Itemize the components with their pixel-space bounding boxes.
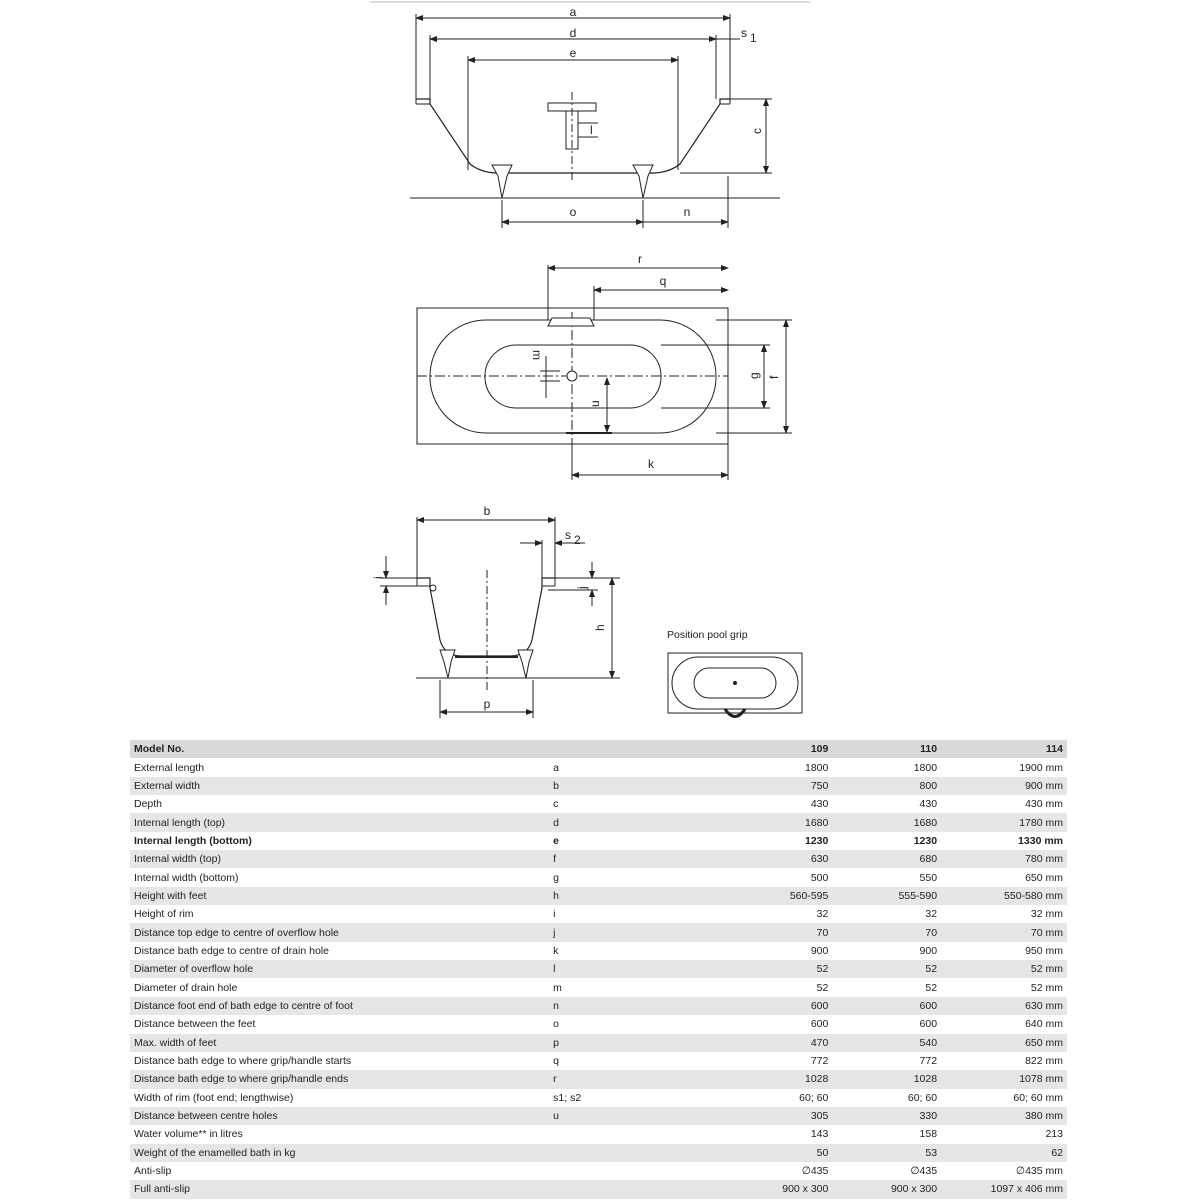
table-row bbox=[130, 960, 1067, 978]
row-value-109: 772 bbox=[810, 1055, 829, 1068]
table-row bbox=[130, 1107, 1067, 1125]
row-value-110: 32 bbox=[925, 908, 938, 921]
row-symbol: a bbox=[553, 761, 559, 774]
pool-grip-diagram bbox=[668, 653, 802, 717]
row-symbol: l bbox=[549, 960, 732, 978]
dim-label-m: m bbox=[530, 350, 544, 360]
row-value-114: 213 bbox=[1045, 1128, 1063, 1141]
dim-label-s1-sub: 1 bbox=[750, 31, 757, 45]
dim-label-g: g bbox=[747, 372, 761, 379]
table-row bbox=[130, 1125, 1067, 1143]
row-value-109: ∅435 bbox=[801, 1165, 829, 1178]
row-symbol: q bbox=[553, 1055, 559, 1068]
row-symbol: f bbox=[549, 850, 732, 868]
row-value-109: 1800 bbox=[805, 761, 829, 774]
table-row bbox=[130, 795, 1067, 813]
table-row bbox=[130, 887, 1067, 905]
row-value-114: 380 mm bbox=[941, 1107, 1067, 1125]
row-value-114: 1097 x 406 mm bbox=[941, 1180, 1067, 1198]
row-value-110: 1028 bbox=[832, 1070, 941, 1088]
row-value-114: 62 bbox=[941, 1144, 1067, 1162]
row-value-114: 822 mm bbox=[1025, 1055, 1063, 1068]
row-value-109: 70 bbox=[732, 923, 832, 941]
row-name: Distance bath edge to centre of drain hole bbox=[134, 944, 329, 957]
table-row bbox=[130, 850, 1067, 868]
row-symbol bbox=[549, 1162, 732, 1180]
row-value-110: 1230 bbox=[913, 834, 938, 847]
row-name: Anti-slip bbox=[134, 1165, 172, 1178]
row-name: Diameter of overflow hole bbox=[130, 960, 549, 978]
row-value-114: 900 mm bbox=[941, 777, 1067, 795]
row-symbol: p bbox=[549, 1034, 732, 1052]
row-value-110: 1800 bbox=[913, 761, 938, 774]
row-value-114: 1780 mm bbox=[941, 813, 1067, 831]
row-value-114: 650 mm bbox=[941, 1034, 1067, 1052]
header-model-110: 110 bbox=[832, 740, 941, 758]
row-value-110: 550 bbox=[919, 871, 938, 884]
row-symbol: n bbox=[549, 997, 732, 1015]
row-value-114: 550-580 mm bbox=[941, 887, 1067, 905]
row-value-109: 630 bbox=[732, 850, 832, 868]
row-symbol: u bbox=[549, 1107, 732, 1125]
row-name: Distance bath edge to where grip/handle starts bbox=[134, 1055, 352, 1068]
row-name: Depth bbox=[134, 798, 163, 811]
row-symbol: s1; s2 bbox=[553, 1091, 582, 1104]
row-symbol: o bbox=[553, 1018, 559, 1031]
row-symbol: c bbox=[553, 798, 559, 811]
dim-label-q: q bbox=[659, 274, 667, 288]
dim-label-i: i bbox=[371, 576, 385, 579]
table-row bbox=[130, 832, 1067, 850]
row-name: Distance foot end of bath edge to centre of foot bbox=[130, 997, 549, 1015]
row-name: Distance between centre holes bbox=[130, 1107, 549, 1125]
row-value-114: 70 mm bbox=[941, 923, 1067, 941]
dim-label-c: c bbox=[750, 128, 764, 134]
row-value-109: 1230 bbox=[805, 834, 829, 847]
dim-label-j: j bbox=[575, 586, 589, 589]
table-row bbox=[130, 758, 1067, 776]
table-row bbox=[130, 1162, 1067, 1180]
table-row bbox=[130, 905, 1067, 923]
row-value-110: 430 bbox=[919, 798, 938, 811]
table-row bbox=[130, 1089, 1067, 1107]
dim-label-l: l bbox=[590, 123, 593, 137]
dim-label-f: f bbox=[767, 375, 781, 379]
table-row bbox=[130, 1144, 1067, 1162]
row-value-110: 330 bbox=[832, 1107, 941, 1125]
row-symbol: k bbox=[553, 944, 559, 957]
table-row bbox=[130, 868, 1067, 886]
dim-label-h: h bbox=[593, 624, 607, 631]
row-value-114: 32 mm bbox=[1030, 908, 1063, 921]
header-model-label: Model No. bbox=[130, 740, 549, 758]
dim-label-s2: s bbox=[565, 528, 571, 542]
header-symbol bbox=[549, 740, 732, 758]
row-symbol: j bbox=[549, 923, 732, 941]
row-value-114: 430 mm bbox=[1025, 798, 1063, 811]
row-value-109: 900 bbox=[810, 944, 829, 957]
row-name: Weight of the enamelled bath in kg bbox=[130, 1144, 549, 1162]
row-value-110: 680 bbox=[832, 850, 941, 868]
row-value-110: 600 bbox=[919, 1018, 938, 1031]
table-row bbox=[130, 813, 1067, 831]
specification-table bbox=[130, 740, 1067, 1199]
table-row bbox=[130, 997, 1067, 1015]
row-value-114: ∅435 mm bbox=[1015, 1165, 1063, 1178]
row-value-114: 780 mm bbox=[941, 850, 1067, 868]
row-value-110: 60; 60 bbox=[907, 1091, 938, 1104]
header-model-114: 114 bbox=[941, 740, 1067, 758]
row-symbol bbox=[549, 1144, 732, 1162]
row-symbol: m bbox=[553, 981, 562, 994]
dim-label-a: a bbox=[569, 5, 577, 19]
table-row bbox=[130, 1015, 1067, 1033]
row-value-110: 600 bbox=[832, 997, 941, 1015]
row-value-110: 772 bbox=[919, 1055, 938, 1068]
row-symbol: r bbox=[549, 1070, 732, 1088]
row-symbol: b bbox=[549, 777, 732, 795]
row-value-109: 1680 bbox=[732, 813, 832, 831]
row-symbol: d bbox=[549, 813, 732, 831]
row-value-110: 900 x 300 bbox=[832, 1180, 941, 1198]
row-value-109: 52 bbox=[816, 981, 829, 994]
table-row bbox=[130, 923, 1067, 941]
row-value-109: 50 bbox=[732, 1144, 832, 1162]
row-value-114: 650 mm bbox=[1025, 871, 1063, 884]
dim-label-u: u bbox=[588, 400, 602, 407]
end-view bbox=[380, 517, 620, 718]
dim-label-b: b bbox=[483, 504, 491, 518]
row-value-109: 430 bbox=[810, 798, 829, 811]
row-value-110: 53 bbox=[832, 1144, 941, 1162]
row-symbol bbox=[549, 1125, 732, 1143]
row-value-110: 70 bbox=[832, 923, 941, 941]
row-value-109: 600 bbox=[732, 997, 832, 1015]
row-value-109: 750 bbox=[732, 777, 832, 795]
pool-grip-title: Position pool grip bbox=[667, 629, 748, 641]
dim-label-o: o bbox=[569, 205, 577, 219]
row-name: Height with feet bbox=[130, 887, 549, 905]
row-value-110: 1680 bbox=[832, 813, 941, 831]
table-row bbox=[130, 1180, 1067, 1198]
row-value-110: 900 bbox=[919, 944, 938, 957]
side-view bbox=[410, 14, 780, 228]
row-name: Distance bath edge to where grip/handle ends bbox=[130, 1070, 549, 1088]
row-value-110: 52 bbox=[832, 960, 941, 978]
row-symbol: i bbox=[553, 908, 556, 921]
dim-label-n: n bbox=[683, 205, 691, 219]
row-name: Height of rim bbox=[134, 908, 194, 921]
row-value-110: 800 bbox=[832, 777, 941, 795]
row-value-114: 1330 mm bbox=[1018, 834, 1063, 847]
top-view bbox=[417, 265, 792, 480]
dim-label-d: d bbox=[569, 26, 577, 40]
row-value-109: 900 x 300 bbox=[732, 1180, 832, 1198]
header-model-109: 109 bbox=[732, 740, 832, 758]
row-value-110: 52 bbox=[925, 981, 938, 994]
row-value-114: 52 mm bbox=[1030, 981, 1063, 994]
row-value-109: 470 bbox=[732, 1034, 832, 1052]
row-value-109: 60; 60 bbox=[799, 1091, 829, 1104]
row-name: Internal width (bottom) bbox=[134, 871, 239, 884]
table-row bbox=[130, 1070, 1067, 1088]
row-value-114: 60; 60 mm bbox=[1013, 1091, 1063, 1104]
row-value-114: 1900 mm bbox=[1019, 761, 1063, 774]
row-value-110: 540 bbox=[832, 1034, 941, 1052]
row-value-114: 52 mm bbox=[941, 960, 1067, 978]
row-value-109: 52 bbox=[732, 960, 832, 978]
row-value-109: 1028 bbox=[732, 1070, 832, 1088]
row-value-109: 143 bbox=[810, 1128, 829, 1141]
row-value-114: 950 mm bbox=[1025, 944, 1063, 957]
row-value-109: 500 bbox=[810, 871, 829, 884]
row-name: Internal length (top) bbox=[130, 813, 549, 831]
row-name: Full anti-slip bbox=[130, 1180, 549, 1198]
row-value-110: ∅435 bbox=[910, 1165, 938, 1178]
row-value-109: 600 bbox=[810, 1018, 829, 1031]
row-name: Water volume** in litres bbox=[134, 1128, 243, 1141]
table-header-row bbox=[130, 740, 1067, 758]
dim-label-k: k bbox=[648, 457, 654, 471]
row-value-109: 32 bbox=[816, 908, 829, 921]
table-row bbox=[130, 1034, 1067, 1052]
row-name: Internal length (bottom) bbox=[134, 834, 252, 847]
row-value-109: 305 bbox=[732, 1107, 832, 1125]
dim-label-s2-sub: 2 bbox=[574, 533, 581, 547]
row-name: Internal width (top) bbox=[130, 850, 549, 868]
table-row bbox=[130, 777, 1067, 795]
table-row bbox=[130, 942, 1067, 960]
row-symbol: e bbox=[553, 834, 559, 847]
dim-label-p: p bbox=[483, 697, 491, 711]
row-value-110: 158 bbox=[919, 1128, 938, 1141]
dim-label-r: r bbox=[638, 252, 642, 266]
row-symbol bbox=[549, 1180, 732, 1198]
row-symbol: h bbox=[549, 887, 732, 905]
row-name: Distance top edge to centre of overflow hole bbox=[130, 923, 549, 941]
row-name: Distance between the feet bbox=[134, 1018, 256, 1031]
row-value-114: 1078 mm bbox=[941, 1070, 1067, 1088]
table-row bbox=[130, 1052, 1067, 1070]
row-value-110: 555-590 bbox=[832, 887, 941, 905]
row-name: Diameter of drain hole bbox=[134, 981, 238, 994]
row-name: Width of rim (foot end; lengthwise) bbox=[134, 1091, 294, 1104]
row-name: Max. width of feet bbox=[130, 1034, 549, 1052]
row-value-109: 560-595 bbox=[732, 887, 832, 905]
row-name: External width bbox=[130, 777, 549, 795]
table-row bbox=[130, 978, 1067, 996]
row-value-114: 630 mm bbox=[941, 997, 1067, 1015]
row-name: External length bbox=[134, 761, 205, 774]
row-symbol: g bbox=[553, 871, 559, 884]
row-value-114: 640 mm bbox=[1025, 1018, 1063, 1031]
dim-label-e: e bbox=[569, 46, 577, 60]
dim-label-s1: s bbox=[741, 26, 747, 40]
